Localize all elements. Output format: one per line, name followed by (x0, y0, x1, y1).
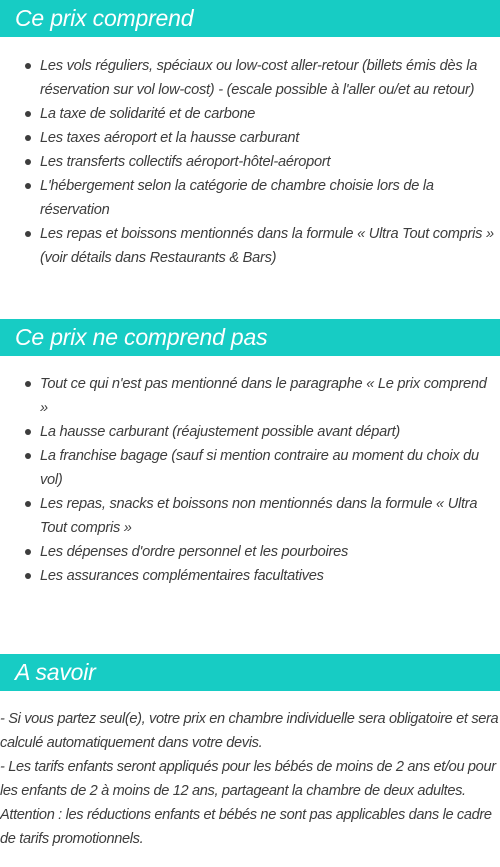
list-item: Les assurances complémentaires facultatives (40, 564, 500, 588)
bullet-icon (25, 381, 31, 387)
list-item: Les repas et boissons mentionnés dans la formule « Ultra Tout compris » (voir détails dans Restaurants & Bars) (40, 222, 500, 270)
good-to-know-text (0, 707, 500, 851)
section-header-included: Ce prix comprend (0, 0, 500, 37)
bullet-icon (25, 183, 31, 189)
list-item: Les dépenses d'ordre personnel et les pourboires (40, 540, 500, 564)
bullet-icon (25, 573, 31, 579)
bullet-icon (25, 429, 31, 435)
info-paragraph: - Si vous partez seul(e), votre prix en chambre individuelle sera obligatoire et sera calculé automatiquement dans votre devis. (0, 711, 499, 751)
list-item: L'hébergement selon la catégorie de chambre choisie lors de la réservation (40, 174, 500, 222)
bullet-icon (25, 549, 31, 555)
list-item: La taxe de solidarité et de carbone (40, 102, 500, 126)
bullet-icon (25, 135, 31, 141)
list-item: Tout ce qui n'est pas mentionné dans le paragraphe « Le prix comprend » (40, 372, 500, 420)
bullet-icon (25, 231, 31, 237)
bullet-icon (25, 111, 31, 117)
list-item: Les repas, snacks et boissons non mentionnés dans la formule « Ultra Tout compris » (40, 492, 500, 540)
list-item: La franchise bagage (sauf si mention contraire au moment du choix du vol) (40, 444, 500, 492)
section-header-good-to-know: A savoir (0, 654, 500, 691)
bullet-icon (25, 453, 31, 459)
info-paragraph: - Les tarifs enfants seront appliqués pour les bébés de moins de 2 ans et/ou pour les enfants de 2 à moins de 12 ans, partageant la chambre de deux adultes. (0, 759, 496, 799)
info-paragraph: Attention : les réductions enfants et bébés ne sont pas applicables dans le cadre de tarifs promotionnels. (0, 807, 492, 847)
section-header-not-included: Ce prix ne comprend pas (0, 319, 500, 356)
list-item: Les transferts collectifs aéroport-hôtel-aéroport (40, 150, 500, 174)
list-item: Les taxes aéroport et la hausse carburant (40, 126, 500, 150)
included-list (0, 54, 500, 270)
bullet-icon (25, 159, 31, 165)
bullet-icon (25, 63, 31, 69)
list-item: La hausse carburant (réajustement possible avant départ) (40, 420, 500, 444)
list-item: Les vols réguliers, spéciaux ou low-cost aller-retour (billets émis dès la réservation sur vol low-cost) - (escale possible à l'aller ou/et au retour) (40, 54, 500, 102)
bullet-icon (25, 501, 31, 507)
not-included-list (0, 372, 500, 588)
